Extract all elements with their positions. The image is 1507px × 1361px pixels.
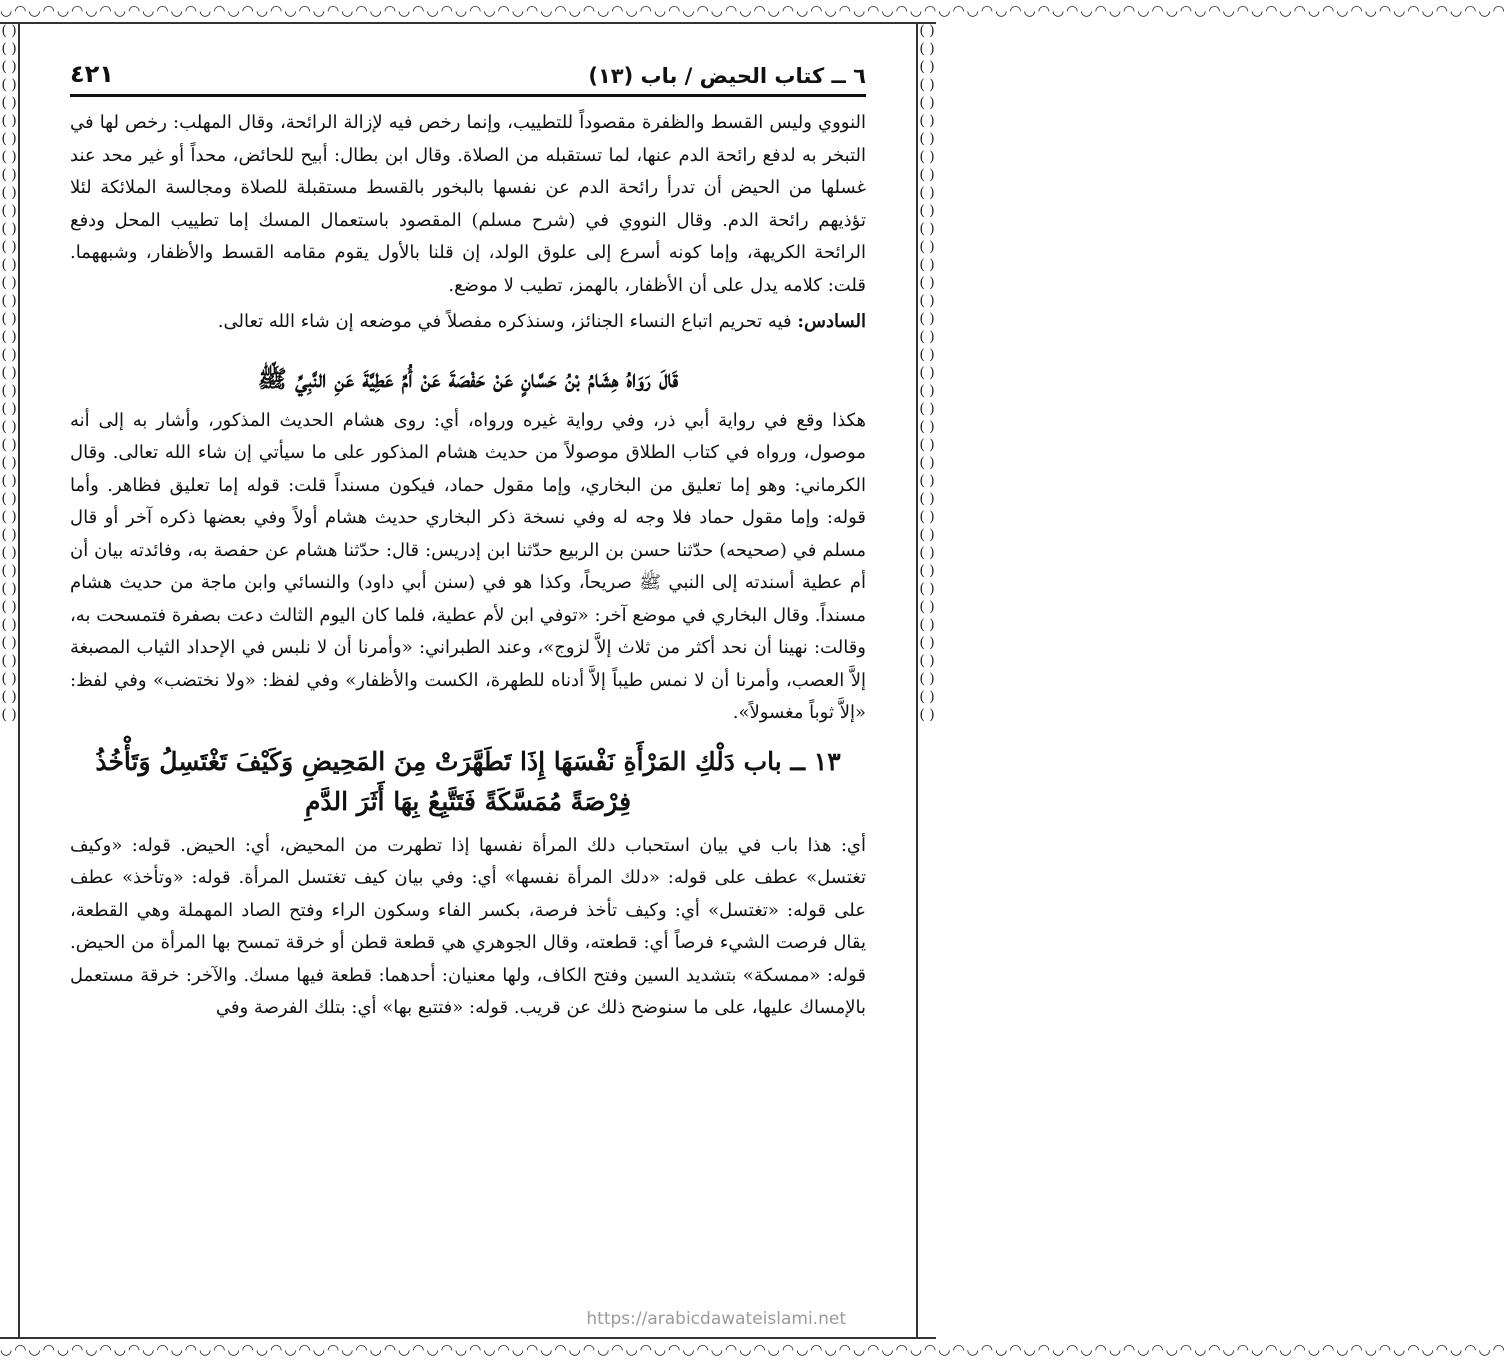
page-header (70, 50, 866, 97)
website-watermark: https://arabicdawateislami.net (586, 1309, 846, 1329)
point-text: فيه تحريم اتباع النساء الجنائز، وسنذكره مفصلاً في موضعه إن شاء الله تعالى. (217, 311, 798, 332)
commentary-paragraph-2 (70, 306, 866, 339)
point-label: السادس: (797, 311, 866, 332)
decorative-border-top: ◡◠◡◠◡◠◡◠◡◠◡◠◡◠◡◠◡◠◡◠◡◠◡◠◡◠◡◠◡◠◡◠◡◠◡◠◡◠◡◠◡◠◡◠◡◠◡◠◡◠◡◠◡◠◡◠◡◠◡◠◡◠◡◠◡◠◡◠◡◠◡◠◡◠◡◠◡◠◡◠◡◠◡◠◡◠◡◠◡◠◡◠◡◠◡◠◡◠◡◠◡◠◡◠◡◠ (0, 0, 936, 24)
decorative-border-bottom: ◡◠◡◠◡◠◡◠◡◠◡◠◡◠◡◠◡◠◡◠◡◠◡◠◡◠◡◠◡◠◡◠◡◠◡◠◡◠◡◠◡◠◡◠◡◠◡◠◡◠◡◠◡◠◡◠◡◠◡◠◡◠◡◠◡◠◡◠◡◠◡◠◡◠◡◠◡◠◡◠◡◠◡◠◡◠◡◠◡◠◡◠◡◠◡◠◡◠◡◠◡◠◡◠◡◠ (0, 1337, 936, 1361)
decorative-border-right: ( ) ( ) ( ) ( ) ( ) ( ) ( ) ( ) ( ) ( ) ( ) ( ) ( ) ( ) ( ) ( ) ( ) ( ) ( ) ( ) ( ) ( ) ( ) ( ) ( ) ( ) ( ) ( ) ( ) ( ) ( ) ( ) ( ) ( ) ( ) ( ) ( ) ( ) ( ) (916, 22, 936, 1339)
commentary-paragraph-1: النووي وليس القسط والظفرة مقصوداً للتطييب، وإنما رخص فيه لإزالة الرائحة، وقال المهلب: رخص لها في التبخر به لدفع رائحة الدم عنها، لما تستقبله من الصلاة. وقال ابن بطال: أبيح للحائض، محداً أو غير محد عند غسلها من الحيض أن تدرأ رائحة الدم عن نفسها بالبخور بالقسط مستقبلة للصلاة ومجالسة الملائكة لئلا تؤذيهم رائحة الدم. وقال النووي في (شرح مسلم) المقصود باستعمال المسك إما تطييب المحل ودفع الرائحة الكريهة، وإما كونه أسرع إلى علوق الولد، إن قلنا بالأول يقوم مقامه القسط والأظفار، وشبههما. قلت: كلامه يدل على أن الأظفار، بالهمز، تطيب لا موضع. (70, 112, 866, 296)
running-head: ٦ ــ كتاب الحيض / باب (١٣) (588, 64, 866, 88)
book-page (70, 50, 866, 1331)
commentary-paragraph-3: هكذا وقع في رواية أبي ذر، وفي رواية غيره ورواه، أي: روى هشام الحديث المذكور، وأشار به إلى أنه موصول، ورواه في كتاب الطلاق موصولاً من حديث هشام المذكور على ما سيأتي إن شاء الله تعالى. وقال الكرماني: وهو إما تعليق من البخاري، وإما مقول حماد، فيكون مسنداً قلت: قوله إما تعليق فظاهر. وأما قوله: وإما مقول حماد فلا وجه له وفي نسخة ذكر البخاري حديث هشام أولاً وفي بعضها ذكره آخر أو قال مسلم في (صحيحه) حدّثنا حسن بن الربيع حدّثنا ابن إدريس: قال: حدّثنا هشام عن حفصة به، وفائدته بيان أن أم عطية أسندته إلى النبي ﷺ صريحاً، وكذا هو في (سنن أبي داود) والنسائي وابن ماجة من حديث هشام مسنداً. وقال البخاري في موضع آخر: «توفي ابن لأم عطية، فلما كان اليوم الثالث دعت بصفرة فتمسحت به، وقالت: نهينا أن نحد أكثر من ثلاث إلاَّ لزوج»، وعند الطبراني: «وأمرنا أن لا نلبس في الإحداد الثياب المصبغة إلاَّ العصب، وأمرنا أن لا نمس طيباً إلاَّ أدناه للطهرة، الكست والأظفار» وفي لفظ: «ولا نختضب» وفي لفظ: «إلاَّ ثوباً مغسولاً». (70, 409, 866, 723)
decorative-border-left: ( ) ( ) ( ) ( ) ( ) ( ) ( ) ( ) ( ) ( ) ( ) ( ) ( ) ( ) ( ) ( ) ( ) ( ) ( ) ( ) ( ) ( ) ( ) ( ) ( ) ( ) ( ) ( ) ( ) ( ) ( ) ( ) ( ) ( ) ( ) ( ) ( ) ( ) ( ) (0, 22, 20, 1339)
page-number: ٤٢١ (70, 60, 114, 88)
chapter-title: ١٣ ــ باب دَلْكِ المَرْأَةِ نَفْسَهَا إِذَا تَطَهَّرَتْ مِنَ المَحِيضِ وَكَيْفَ تَغْتَسِلُ وَتَأْخُذُ فِرْصَةً مُمَسَّكَةً فَتَتَّبِعُ بِهَا أَثَرَ الدَّمِ (95, 746, 841, 816)
hadith-heading: قَالَ رَوَاهُ هِشَامُ بْنُ حَسَّانٍ عَنْ حَفْصَةَ عَنْ أُمِّ عَطِيَّةَ عَنِ النَّبِيِّ ﷺ (257, 363, 679, 393)
commentary-paragraph-4: أي: هذا باب في بيان استحباب دلك المرأة نفسها إذا تطهرت من المحيض، أي: الحيض. قوله: «وكيف تغتسل» عطف على قوله: «دلك المرأة نفسها» أي: وفي بيان كيف تغتسل المرأة. قوله: «وتأخذ» عطف على قوله: «تغتسل» أي: وكيف تأخذ فرصة، بكسر الفاء وسكون الراء وفتح الصاد المهملة وهي القطعة، يقال فرصت الشيء فرصاً أي: قطعته، وقال الجوهري هي قطعة قطن أو خرقة تمسح بها المرأة من الحيض. قوله: «ممسكة» بتشديد السين وفتح الكاف، ولها معنيان: أحدهما: قطعة فيها مسك. والآخر: خرقة مستعمل بالإمساك عليها، على ما سنوضح ذلك عن قريب. قوله: «فتتبع بها» أي: بتلك الفرصة وفي (70, 834, 866, 1018)
